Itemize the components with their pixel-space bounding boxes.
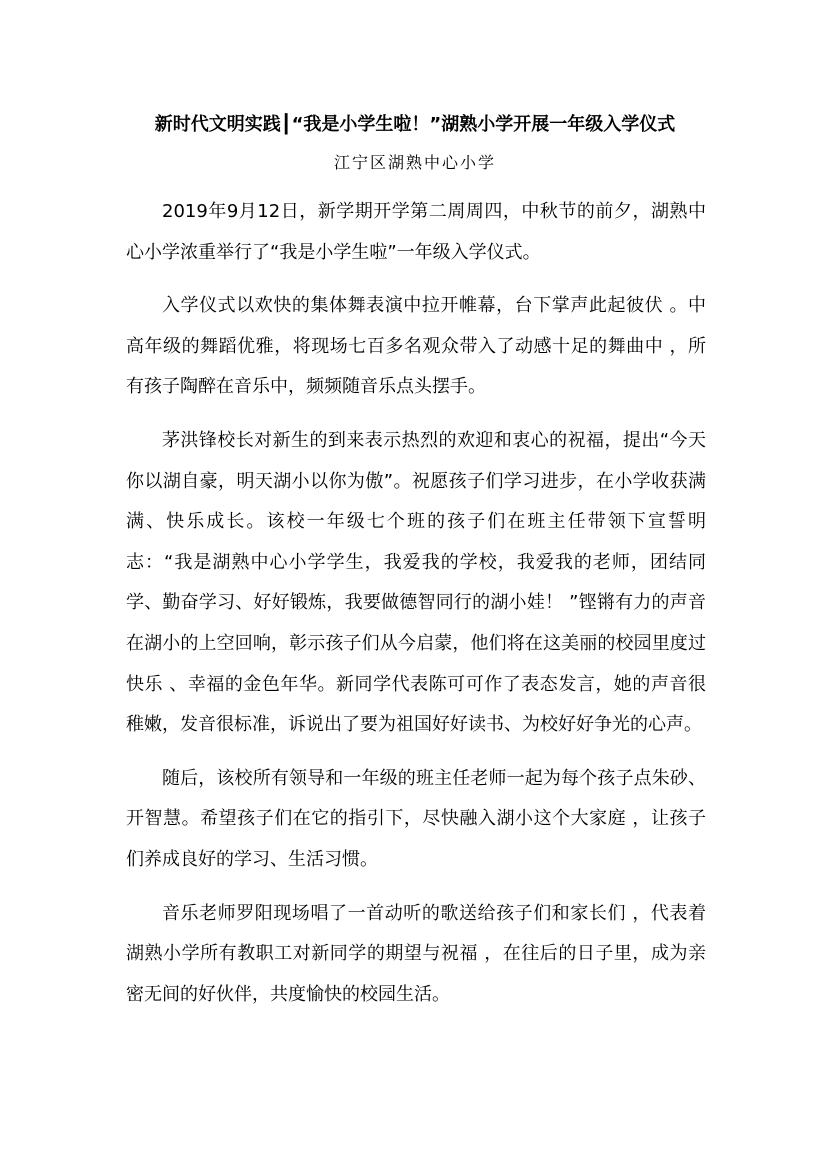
paragraph-2: 入学仪式以欢快的集体舞表演中拉开帷幕，台下掌声此起彼伏 。中高年级的舞蹈优雅，将现场七百多名观众带入了动感十足的舞曲中 ，所有孩子陶醉在音乐中，频频随音乐点头摆手。 [126,295,706,398]
paragraph-5: 音乐老师罗阳现场唱了一首动听的歌送给孩子们和家长们 ，代表着湖熟小学所有教职工对新同学的期望与祝福 ，在往后的日子里，成为亲密无间的好伙伴，共度愉快的校园生活。 [126,902,706,1005]
paragraph-1: 2019年9月12日，新学期开学第二周周四，中秋节的前夕，湖熟中心小学浓重举行了“我是小学生啦”一年级入学仪式。 [126,201,706,263]
paragraph-4: 随后，该校所有领导和一年级的班主任老师一起为每个孩子点朱砂、开智慧。希望孩子们在它的指引下，尽快融入湖小这个大家庭 ，让孩子们养成良好的学习、生活习惯。 [126,767,706,870]
article-author: 江宁区湖熟中心小学 [333,153,496,172]
article-body [126,192,706,1028]
article-title: 新时代文明实践┃“我是小学生啦！”湖熟小学开展一年级入学仪式 [154,114,676,135]
paragraph-3: 茅洪锋校长对新生的到来表示热烈的欢迎和衷心的祝福，提出“今天你以湖自豪，明天湖小以你为傲”。祝愿孩子们学习进步，在小学收获满满、快乐成长。该校一年级七个班的孩子们在班主任带领下宣誓明志：“我是湖熟中心小学学生，我爱我的学校，我爱我的老师，团结同学、勤奋学习、好好锻炼，我要做德智同行的湖小娃！ ”铿锵有力的声音在湖小的上空回响，彰示孩子们从今启蒙，他们将在这美丽的校园里度过快乐 、幸福的金色年华。新同学代表陈可可作了表态发言，她的声音很稚嫩，发音很标准，诉说出了要为祖国好好读书、为校好好争光的心声。 [126,429,706,736]
